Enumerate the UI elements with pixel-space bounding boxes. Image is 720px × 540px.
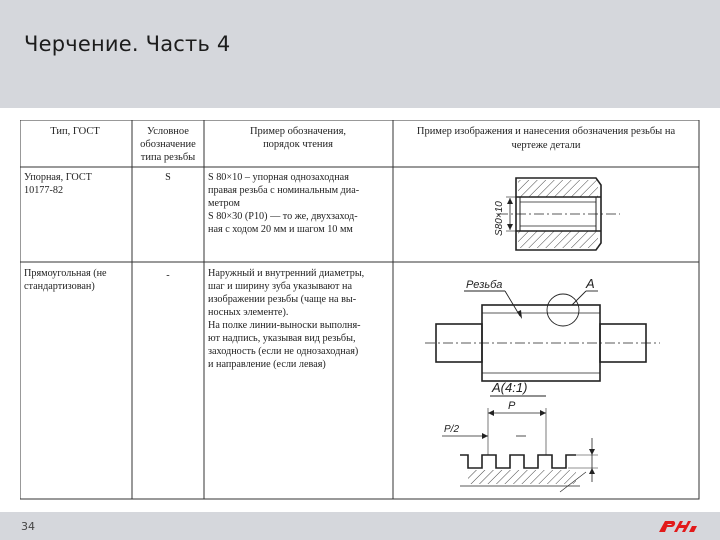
header-symbol-line-2: обозначение: [140, 139, 196, 150]
header-example-line-1: Пример обозначения,: [249, 126, 347, 137]
row1-example-line-2: правая резьба с номинальным диа-: [208, 185, 360, 196]
row2-example-line-8: и направление (если левая): [208, 359, 326, 370]
row1-example-line-1: S 80×10 – упорная однозаходная: [208, 172, 349, 183]
row2-type-line-2: стандартизован): [24, 281, 95, 292]
row2-example-line-6: ют надпись, указывая вид резьбы,: [208, 333, 356, 344]
table-grid: [20, 120, 699, 499]
header-example-line-2: порядок чтения: [263, 139, 333, 150]
rectangular-thread-drawing: [425, 276, 660, 492]
table-header-row: [50, 126, 675, 163]
leader-label: Резьба: [466, 279, 503, 291]
header-drawing-line-1: Пример изображения и нанесения обозначения резьбы на: [416, 126, 676, 137]
row1-example-line-5: ная с ходом 20 мм и шагом 10 мм: [208, 224, 353, 235]
document-scan: [20, 120, 700, 500]
thread-table: [20, 120, 700, 500]
row2-symbol: -: [166, 270, 170, 281]
view-letter: А: [586, 276, 595, 291]
detail-title: А(4:1): [492, 380, 528, 395]
thread-dimension-label: S80×10: [494, 201, 505, 236]
header-drawing-line-2: чертеже детали: [511, 140, 581, 151]
header-symbol-line-1: Условное: [147, 126, 189, 137]
row1-symbol: S: [165, 172, 171, 183]
row2-example-line-3: изображении резьбы (чаще на вы-: [208, 294, 357, 305]
row2-example-line-4: носных элементе).: [208, 307, 289, 318]
slide-footer: [0, 512, 720, 540]
header-symbol-line-3: типа резьбы: [140, 152, 196, 163]
slide-header: [0, 0, 720, 108]
rzd-logo-icon: [657, 517, 699, 540]
row1-type-line-1: Упорная, ГОСТ: [24, 172, 92, 183]
row2-example-line-5: На полке линии-выноски выполня-: [208, 320, 361, 331]
table-row: [24, 172, 620, 250]
row2-example-line-1: Наружный и внутренний диаметры,: [208, 268, 365, 279]
row2-example-line-7: заходность (если не однозаходная): [208, 346, 359, 357]
buttress-thread-drawing: [494, 178, 620, 250]
half-pitch-label: P/2: [444, 424, 460, 435]
table-row: [24, 268, 660, 492]
row2-example-line-2: шаг и ширину зуба указывают на: [208, 281, 352, 292]
slide-title: Черчение. Часть 4: [24, 32, 231, 56]
row1-example-line-3: метром: [208, 198, 240, 209]
pitch-label: P: [508, 400, 516, 412]
row1-example-line-4: S 80×30 (P10) — то же, двухзаход-: [208, 211, 358, 222]
header-type: Тип, ГОСТ: [50, 126, 100, 137]
row1-type-line-2: 10177-82: [24, 185, 64, 196]
row2-type-line-1: Прямоугольная (не: [24, 268, 107, 279]
page-number: 34: [21, 520, 35, 533]
